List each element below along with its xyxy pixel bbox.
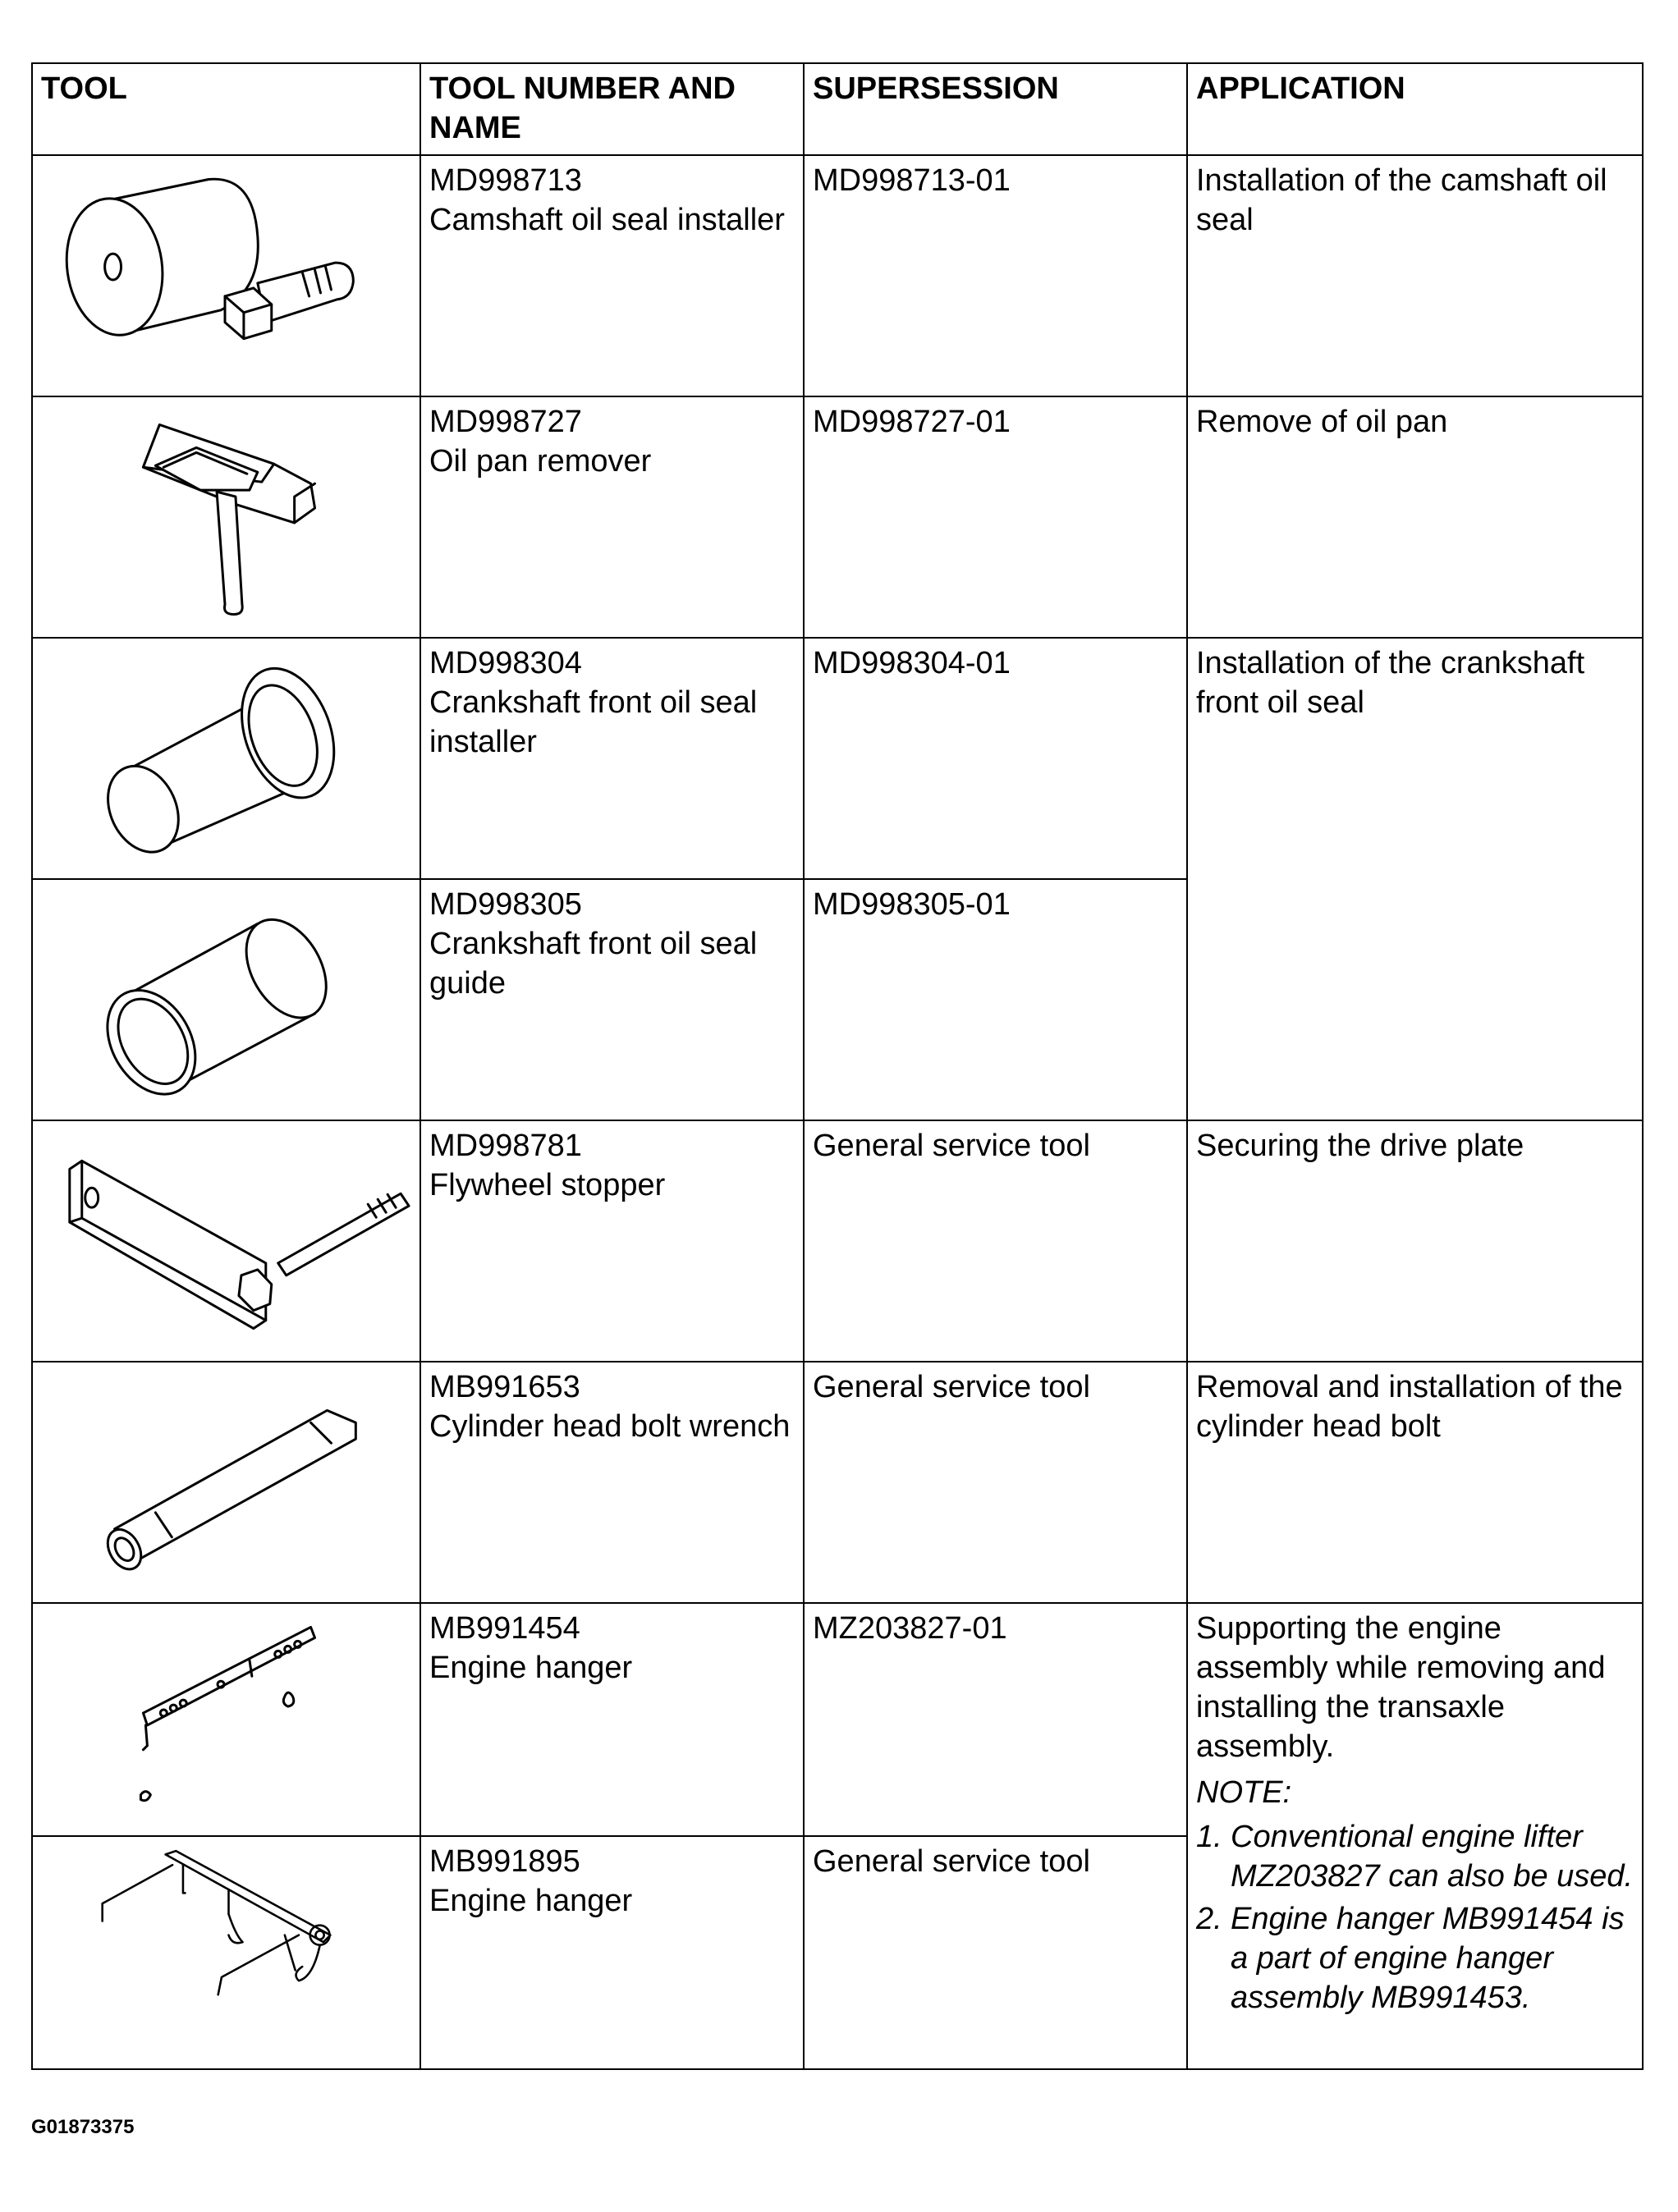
tool-name: Oil pan remover [429,444,652,479]
crankshaft-front-oil-seal-installer-illustration [33,639,420,878]
tool-number-name-cell [420,638,804,879]
tool-number-name-cell [420,1603,804,1836]
tool-image-cell [32,1120,420,1362]
tool-number-name-cell [420,1836,804,2069]
supersession-cell: General service tool [804,1836,1187,2069]
tool-name: Flywheel stopper [429,1168,666,1202]
table-row [32,155,1643,396]
application-text: Supporting the engine assembly while removing and installing the transaxle assembly. [1196,1611,1606,1764]
header-application: APPLICATION [1187,63,1643,155]
supersession-cell: MD998304-01 [804,638,1187,879]
tool-number-name-cell [420,879,804,1120]
note-item-text: Conventional engine lifter MZ203827 can also be used. [1231,1820,1634,1894]
engine-hanger-illustration [33,1604,420,1835]
tool-name: Crankshaft front oil seal guide [429,927,758,1001]
application-cell: Securing the drive plate [1187,1120,1643,1362]
table-row [32,1120,1643,1362]
application-cell [1187,1603,1643,2069]
application-cell: Remove of oil pan [1187,396,1643,638]
tool-number-name-cell [420,396,804,638]
supersession-cell: MD998727-01 [804,396,1187,638]
note-item-text: Engine hanger MB991454 is a part of engine hanger assembly MB991453. [1231,1902,1625,2015]
note-item-number: 1. [1196,1820,1222,1854]
tool-number: MB991895 [429,1844,580,1879]
tool-image-cell [32,1836,420,2069]
table-row [32,396,1643,638]
figure-id: G01873375 [31,2116,135,2138]
header-tool-number-and-name: TOOL NUMBER AND NAME [420,63,804,155]
note-item [1196,1899,1634,2017]
tool-number: MD998727 [429,405,582,439]
supersession-cell: MD998305-01 [804,879,1187,1120]
table-header-row [32,63,1643,155]
table-row [32,1603,1643,1836]
supersession-cell: MD998713-01 [804,155,1187,396]
tool-number: MB991653 [429,1370,580,1404]
tool-name: Cylinder head bolt wrench [429,1409,791,1444]
tool-image-cell [32,1362,420,1603]
table-row [32,638,1643,879]
tool-image-cell [32,638,420,879]
oil-pan-remover-illustration [33,397,420,637]
application-cell: Installation of the crankshaft front oil seal [1187,638,1643,1120]
header-tool: TOOL [32,63,420,155]
tool-number: MD998781 [429,1129,582,1163]
tool-image-cell [32,879,420,1120]
supersession-cell: General service tool [804,1362,1187,1603]
tool-image-cell [32,1603,420,1836]
tool-image-cell [32,155,420,396]
tool-number-name-cell [420,1120,804,1362]
tool-number-name-cell [420,1362,804,1603]
tool-image-cell [32,396,420,638]
application-cell: Installation of the camshaft oil seal [1187,155,1643,396]
tool-name: Engine hanger [429,1884,633,1918]
note-item [1196,1817,1634,1896]
tool-name: Camshaft oil seal installer [429,203,785,237]
cylinder-head-bolt-wrench-illustration [33,1362,420,1602]
flywheel-stopper-illustration [33,1121,420,1361]
tool-number-name-cell [420,155,804,396]
note-list [1196,1817,1634,2017]
supersession-cell: MZ203827-01 [804,1603,1187,1836]
header-supersession: SUPERSESSION [804,63,1187,155]
tool-number: MD998304 [429,646,582,680]
tool-number: MB991454 [429,1611,580,1646]
tool-name: Crankshaft front oil seal installer [429,685,758,759]
special-tools-table [31,62,1644,2070]
application-cell: Removal and installation of the cylinder head bolt [1187,1362,1643,1603]
camshaft-oil-seal-installer-illustration [33,156,420,396]
tool-number: MD998713 [429,163,582,198]
note-item-number: 2. [1196,1902,1222,1936]
table-row [32,1362,1643,1603]
engine-hanger-assembly-illustration [33,1837,420,2068]
note-label: NOTE: [1196,1775,1292,1810]
tool-name: Engine hanger [429,1651,633,1685]
tool-number: MD998305 [429,887,582,922]
supersession-cell: General service tool [804,1120,1187,1362]
crankshaft-front-oil-seal-guide-illustration [33,880,420,1120]
